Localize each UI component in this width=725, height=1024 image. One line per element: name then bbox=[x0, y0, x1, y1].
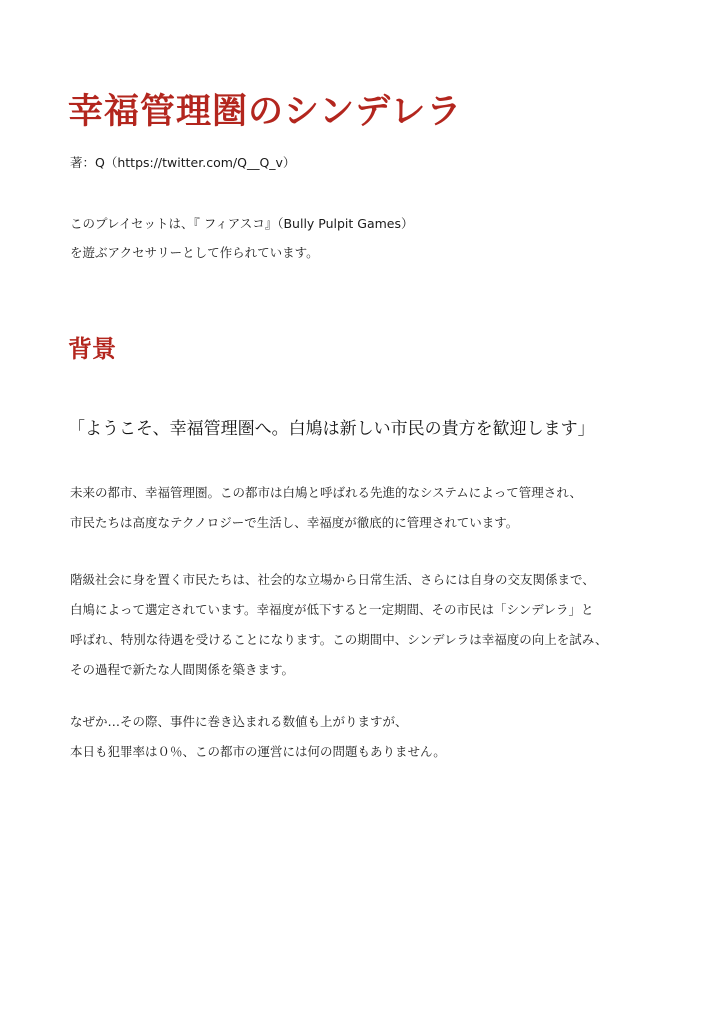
paragraph-line: 本日も犯罪率は０％、この都市の運営には何の問題もありません。 bbox=[70, 744, 446, 759]
paragraph-line: なぜか…その際、事件に巻き込まれる数値も上がりますが、 bbox=[70, 714, 408, 729]
paragraph-crime-rate bbox=[70, 707, 446, 767]
paragraph-cinderella bbox=[70, 565, 607, 685]
paragraph-line: 未来の都市、幸福管理圏。この都市は白鳩と呼ばれる先進的なシステムによって管理され、 bbox=[70, 485, 583, 500]
welcome-quote: 「ようこそ、幸福管理圏へ。白鳩は新しい市民の貴方を歓迎します」 bbox=[68, 419, 595, 439]
paragraph-line: 白鳩によって選定されています。幸福度が低下すると一定期間、その市民は「シンデレラ」と bbox=[70, 602, 594, 617]
paragraph-line: 階級社会に身を置く市民たちは、社会的な立場から日常生活、さらには自身の交友関係まで、 bbox=[70, 572, 595, 587]
section-heading-background: 背景 bbox=[68, 335, 116, 363]
paragraph-line: 市民たちは高度なテクノロジーで生活し、幸福度が徹底的に管理されています。 bbox=[70, 515, 519, 530]
document-title: 幸福管理圏のシンデレラ bbox=[68, 92, 463, 132]
intro-line: を遊ぶアクセサリーとして作られています。 bbox=[70, 245, 319, 260]
intro-text bbox=[70, 209, 414, 267]
paragraph-city bbox=[70, 478, 582, 538]
author-credit: 著：Q（https://twitter.com/Q__Q_v） bbox=[70, 155, 296, 170]
paragraph-line: その過程で新たな人間関係を築きます。 bbox=[70, 662, 295, 677]
intro-line: このプレイセットは、『 フィアスコ』（Bully Pulpit Games） bbox=[70, 216, 414, 231]
paragraph-line: 呼ばれ、特別な待遇を受けることになります。この期間中、シンデレラは幸福度の向上を試み、 bbox=[70, 632, 608, 647]
